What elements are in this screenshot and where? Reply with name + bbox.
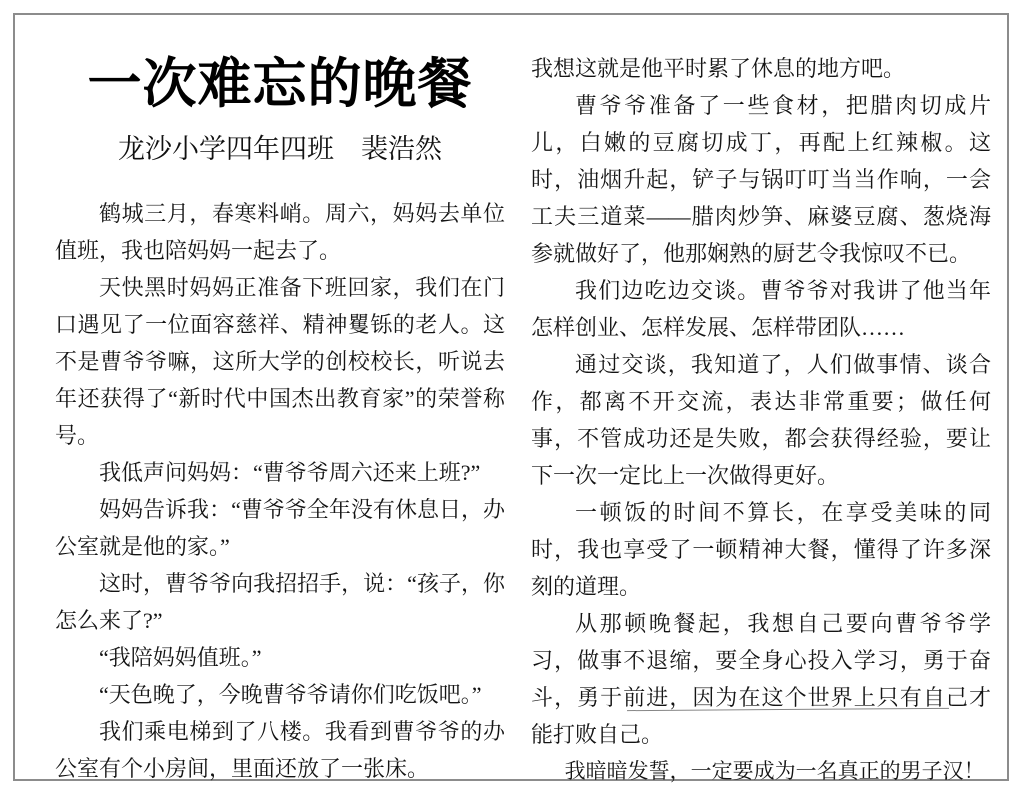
paragraph-left-3: 我低声问妈妈：“曹爷爷周六还来上班?” <box>99 460 481 485</box>
paragraph-left-7: “天色晚了，今晚曹爷爷请你们吃饭吧。” <box>99 682 482 707</box>
paragraph-left-6: “我陪妈妈值班。” <box>99 645 262 670</box>
article-byline: 龙沙小学四年四班 裴浩然 <box>118 134 442 164</box>
paragraph-left-5: 这时，曹爷爷向我招招手，说：“孩子，你怎么来了?” <box>55 571 506 633</box>
paragraph-left-2: 天快黑时妈妈正准备下班回家，我们在门口遇见了一位面容慈祥、精神矍铄的老人。这不是曹爷爷嘛，这所大学的创校校长，听说去年还获得了“新时代中国杰出教育家”的荣誉称号。 <box>55 275 506 448</box>
paragraph-right-3: 我们边吃边交谈。曹爷爷对我讲了他当年怎样创业、怎样发展、怎样带团队…… <box>531 278 991 340</box>
paragraph-left-4: 妈妈告诉我：“曹爷爷全年没有休息日，办公室就是他的家。” <box>55 497 506 559</box>
paragraph-right-7: 我暗暗发誓，一定要成为一名真正的男子汉！ <box>564 759 985 783</box>
paragraph-right-1: 我想这就是他平时累了休息的地方吧。 <box>531 56 906 81</box>
right-column <box>531 50 991 790</box>
article-frame <box>13 13 1009 781</box>
article-title: 一次难忘的晚餐 <box>87 54 473 114</box>
paragraph-left-8: 我们乘电梯到了八楼。我看到曹爷爷的办公室有个小房间，里面还放了一张床。 <box>55 719 506 781</box>
paragraph-left-1: 鹤城三月，春寒料峭。周六，妈妈去单位值班，我也陪妈妈一起去了。 <box>55 201 506 263</box>
paragraph-right-4: 通过交谈，我知道了，人们做事情、谈合作，都离不开交流，表达非常重要；做任何事，不管成功还是失败，都会获得经验，要让下一次一定比上一次做得更好。 <box>531 352 991 488</box>
paragraph-right-5: 一顿饭的时间不算长，在享受美味的同时，我也享受了一顿精神大餐，懂得了许多深刻的道理。 <box>531 500 991 599</box>
paragraph-right-2: 曹爷爷准备了一些食材，把腊肉切成片儿，白嫩的豆腐切成丁，再配上红辣椒。这时，油烟升起，铲子与锅叮叮当当作响，一会工夫三道菜——腊肉炒笋、麻婆豆腐、葱烧海参就做好了，他那娴熟的厨艺令我惊叹不已。 <box>531 93 991 266</box>
paragraph-right-6: 从那顿晚餐起，我想自己要向曹爷爷学习，做事不退缩，要全身心投入学习，勇于奋斗，勇于前进，因为在这个世界上只有自己才能打败自己。 <box>531 611 991 747</box>
left-column <box>55 50 505 787</box>
